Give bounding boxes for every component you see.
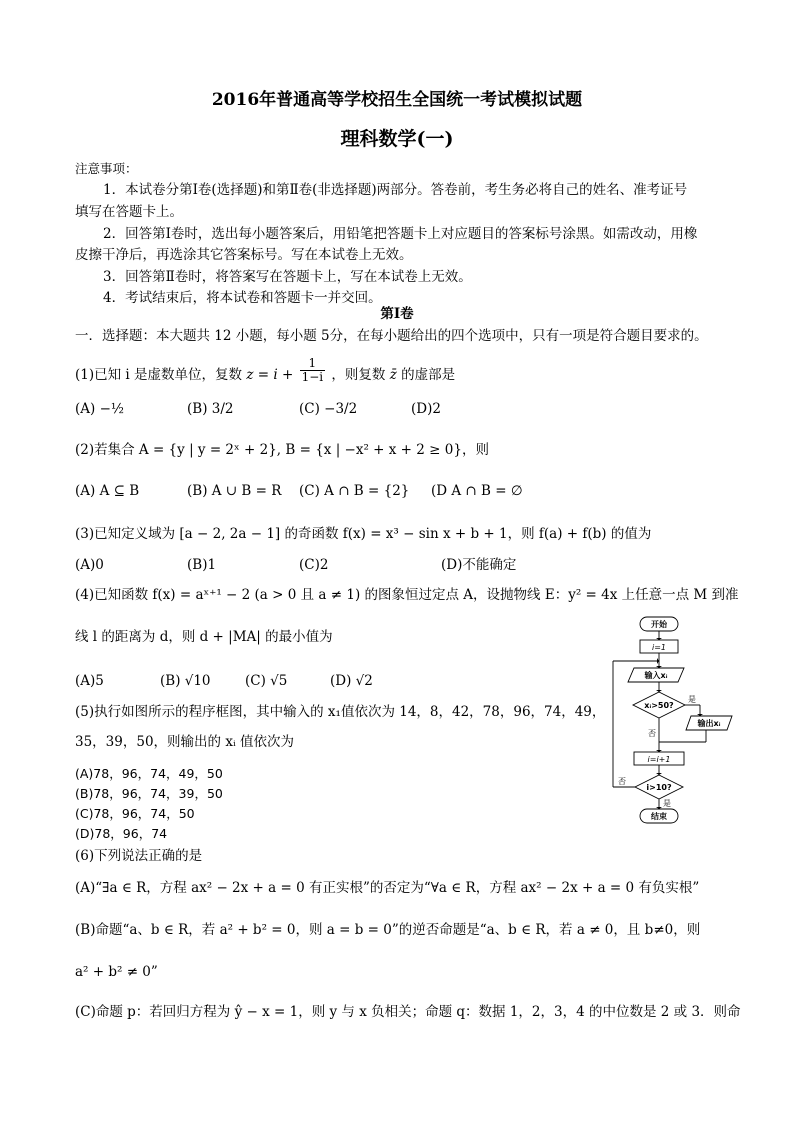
q1-option-a: (A) −½	[75, 401, 124, 417]
section-intro: 一．选择题：本大题共 12 小题，每小题 5分，在每小题给出的四个选项中，只有一项是符合题目要求的。	[75, 328, 708, 344]
q4-option-d: (D) √2	[330, 673, 373, 689]
flow-init-label: i=1	[651, 643, 667, 652]
section-title: 第Ⅰ卷	[380, 306, 414, 322]
q5-stem-line-2: 35，39，50，则输出的 xᵢ 值依次为	[75, 734, 294, 750]
q2-option-c: (C) A ∩ B = {2}	[299, 483, 410, 499]
flow-cond1-label: xᵢ>50?	[644, 701, 674, 710]
notice-line-1: 1．本试卷分第Ⅰ卷(选择题)和第Ⅱ卷(非选择题)两部分。答卷前，考生务必将自己的姓名、准考证号	[103, 182, 688, 198]
q4-option-c: (C) √5	[245, 673, 288, 689]
flow-input-label: 输入xᵢ	[644, 671, 668, 680]
q1-stem-c: 的虚部是	[401, 367, 456, 384]
q4-option-b: (B) √10	[160, 673, 211, 689]
flow-cond2-label: i>10?	[646, 783, 672, 792]
flow-no-label: 否	[648, 729, 656, 738]
flow-start-label: 开始	[651, 620, 667, 629]
q5-option-a: (A)78，96，74，49，50	[75, 766, 223, 781]
flow-output-label: 输出xᵢ	[697, 719, 721, 728]
flow-end-label: 结束	[651, 812, 667, 821]
q3-option-b: (B)1	[187, 557, 217, 573]
q1-stem-var: z̄	[389, 367, 397, 384]
notice-line-6: 4．考试结束后，将本试卷和答题卡一并交回。	[103, 290, 382, 306]
exam-title: 2016年普通高等学校招生全国统一考试模拟试题	[211, 90, 583, 110]
flow-yes2-label: 是	[663, 799, 671, 808]
q2-option-b: (B) A ∪ B = R	[187, 483, 282, 499]
flow-increment-label: i=i+1	[647, 755, 671, 764]
q1-stem-a: (1)已知 i 是虚数单位，复数	[75, 367, 243, 384]
q3-option-c: (C)2	[299, 557, 329, 573]
q6-stem: (6)下列说法正确的是	[75, 848, 203, 864]
q1-stem-b: ，则复数	[331, 367, 386, 384]
q1-fraction	[300, 357, 326, 384]
exam-subtitle: 理科数学(一)	[340, 128, 454, 150]
notice-line-3: 2．回答第Ⅰ卷时，选出每小题答案后，用铅笔把答题卡上对应题目的答案标号涂黑。如需改动，用橡	[103, 226, 698, 242]
q4-stem-line-1: (4)已知函数 f(x) = aˣ⁺¹ − 2 (a > 0 且 a ≠ 1) 的图象恒过定点 A，设抛物线 E：y² = 4x 上任意一点 M 到准	[75, 587, 739, 603]
q3-option-d: (D)不能确定	[441, 557, 517, 573]
q5-option-d: (D)78，96，74	[75, 826, 168, 841]
q3-stem: (3)已知定义域为 [a − 2, 2a − 1] 的奇函数 f(x) = x³ − sin x + b + 1，则 f(a) + f(b) 的值为	[75, 526, 652, 542]
q5-stem-line-1: (5)执行如图所示的程序框图，其中输入的 x₁值依次为 14，8，42，78，96，74，49，	[75, 704, 606, 720]
q1-option-d: (D)2	[411, 401, 441, 417]
notice-line-4: 皮擦干净后，再选涂其它答案标号。写在本试卷上无效。	[75, 247, 413, 263]
q2-option-a: (A) A ⊆ B	[75, 483, 140, 499]
flow-yes-label: 是	[688, 695, 696, 704]
q4-stem-line-2: 线 l 的距离为 d，则 d + |MA| 的最小值为	[75, 629, 333, 645]
q1-frac-num: 1	[300, 357, 326, 371]
q1-option-b: (B) 3/2	[187, 401, 234, 417]
q1-stem	[75, 356, 456, 389]
q5-option-c: (C)78，96，74，50	[75, 806, 195, 821]
notice-heading: 注意事项：	[75, 161, 138, 176]
q1-option-c: (C) −3/2	[299, 401, 358, 417]
q1-frac-den: 1−i	[301, 370, 324, 385]
q5-option-b: (B)78，96，74，39，50	[75, 786, 223, 801]
q3-option-a: (A)0	[75, 557, 104, 573]
q6-option-a: (A)“∃a ∈ R，方程 ax² − 2x + a = 0 有正实根”的否定为“∀a ∈ R，方程 ax² − 2x + a = 0 有负实根”	[75, 880, 700, 896]
program-flowchart	[608, 614, 738, 826]
q6-option-c: (C)命题 p：若回归方程为 ŷ − x = 1，则 y 与 x 负相关；命题 q：数据 1，2，3，4 的中位数是 2 或 3．则命	[75, 1004, 741, 1020]
q4-option-a: (A)5	[75, 673, 104, 689]
notice-line-2: 填写在答题卡上。	[75, 204, 183, 220]
q1-formula: z = i +	[246, 367, 294, 384]
flow-no2-label: 否	[618, 777, 626, 786]
q2-option-d: (D A ∩ B = ∅	[431, 483, 523, 499]
q6-option-b-line-2: a² + b² ≠ 0”	[75, 964, 158, 980]
q2-stem: (2)若集合 A = {y | y = 2ˣ + 2}, B = {x | −x² + x + 2 ≥ 0}，则	[75, 442, 489, 458]
q6-option-b-line-1: (B)命题“a、b ∈ R，若 a² + b² = 0，则 a = b = 0”的逆否命题是“a、b ∈ R，若 a ≠ 0，且 b≠0，则	[75, 922, 701, 938]
notice-line-5: 3．回答第Ⅱ卷时，将答案写在答题卡上，写在本试卷上无效。	[103, 269, 472, 285]
